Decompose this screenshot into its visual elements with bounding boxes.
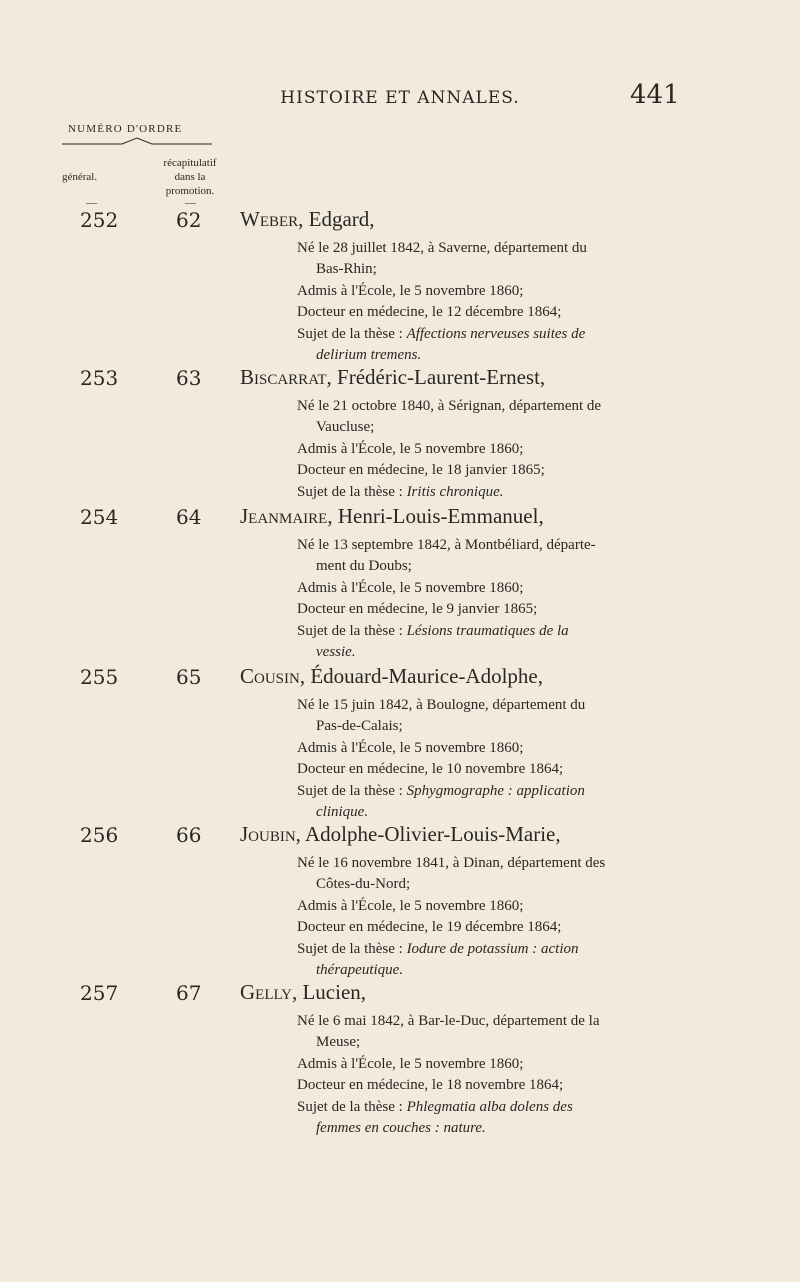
column-header-main: NUMÉRO D'ORDRE: [68, 123, 183, 135]
number-recap: 66: [176, 823, 202, 847]
surname: Weber: [240, 207, 299, 231]
number-general: 252: [80, 208, 119, 232]
birth-place-continued: Côtes-du-Nord;: [316, 876, 411, 893]
detail-line: Sujet de la thèse : Iritis chronique.: [297, 483, 504, 500]
birth-place-continued: Pas-de-Calais;: [316, 718, 403, 735]
number-recap: 64: [176, 505, 202, 529]
detail-line: Sujet de la thèse : Iodure de potassium : action: [297, 940, 579, 957]
detail-line: Né le 6 mai 1842, à Bar-le-Duc, département de la: [297, 1013, 600, 1029]
given-names: , Frédéric-Laurent-Ernest,: [326, 365, 546, 389]
recap-line: récapitulatif: [163, 157, 217, 169]
detail-line: Docteur en médecine, le 18 novembre 1864;: [297, 1077, 564, 1094]
entry-details: [298, 853, 728, 981]
entry-details: [298, 238, 728, 366]
recap-line: promotion.: [165, 185, 215, 197]
detail-line: Sujet de la thèse : Phlegmatia alba dolens des: [297, 1098, 573, 1115]
detail-line: Admis à l'École, le 5 novembre 1860;: [297, 739, 524, 756]
number-general: 254: [80, 505, 119, 529]
detail-line: Admis à l'École, le 5 novembre 1860;: [297, 897, 524, 914]
student-name: [240, 664, 543, 689]
detail-line: Né le 28 juillet 1842, à Saverne, département du: [297, 240, 587, 256]
thesis-title-rest: thérapeutique.: [316, 962, 404, 979]
recap-line: dans la: [174, 171, 206, 183]
column-header-recap: [145, 156, 235, 198]
entry-details: [298, 1011, 728, 1139]
detail-line: Né le 15 juin 1842, à Boulogne, département du: [297, 697, 586, 713]
column-header-general: général.: [62, 171, 98, 183]
entry-details: [298, 535, 728, 663]
student-name: [240, 980, 366, 1005]
surname: Cousin: [240, 664, 300, 688]
student-name: [240, 365, 545, 390]
student-name: [240, 504, 544, 529]
student-name: [240, 822, 561, 847]
surname: Joubin: [240, 822, 296, 846]
detail-line: Admis à l'École, le 5 novembre 1860;: [297, 440, 524, 457]
thesis-title: Iritis chronique.: [406, 483, 504, 500]
thesis-title-continued: [298, 960, 728, 981]
entry-details: [298, 695, 728, 823]
number-general: 256: [80, 823, 119, 847]
birth-place-continued: ment du Doubs;: [316, 558, 412, 575]
given-names: , Edgard,: [298, 207, 375, 231]
number-general: 253: [80, 366, 119, 390]
page-number: 441: [630, 80, 680, 110]
thesis-title-rest: delirium tremens.: [316, 347, 422, 364]
detail-line: Docteur en médecine, le 19 décembre 1864;: [297, 919, 562, 936]
detail-line: Sujet de la thèse : Affections nerveuses suites de: [297, 325, 586, 342]
thesis-title: Iodure de potassium : action: [406, 940, 579, 957]
thesis-title-continued: [298, 802, 728, 823]
running-title: HISTOIRE ET ANNALES.: [280, 88, 520, 108]
thesis-title-rest: clinique.: [316, 804, 369, 821]
given-names: , Édouard-Maurice-Adolphe,: [299, 664, 544, 688]
detail-line: Admis à l'École, le 5 novembre 1860;: [297, 282, 524, 299]
detail-line: Docteur en médecine, le 18 janvier 1865;: [297, 462, 545, 479]
detail-line: Né le 21 octobre 1840, à Sérignan, département de: [297, 398, 602, 414]
thesis-title-continued: [298, 1118, 728, 1139]
detail-line: Admis à l'École, le 5 novembre 1860;: [297, 1055, 524, 1072]
thesis-title-continued: [298, 642, 728, 663]
surname: Gelly: [240, 980, 292, 1004]
birth-place-continued: Vaucluse;: [316, 419, 375, 436]
thesis-title: Phlegmatia alba dolens des: [406, 1098, 573, 1115]
detail-line: Né le 13 septembre 1842, à Montbéliard, départe-: [297, 537, 596, 553]
detail-line: Né le 16 novembre 1841, à Dinan, département des: [297, 855, 606, 871]
column-brace: [62, 137, 212, 145]
thesis-title: Lésions traumatiques de la: [406, 622, 569, 639]
detail-line: Sujet de la thèse : Sphygmographe : application: [297, 782, 585, 799]
detail-line: Docteur en médecine, le 10 novembre 1864;: [297, 761, 564, 778]
number-recap: 65: [176, 665, 202, 689]
thesis-title: Sphygmographe : application: [406, 782, 585, 799]
given-names: , Lucien,: [291, 980, 367, 1004]
detail-line: Admis à l'École, le 5 novembre 1860;: [297, 579, 524, 596]
number-recap: 67: [176, 981, 202, 1005]
number-general: 257: [80, 981, 119, 1005]
detail-line: Sujet de la thèse : Lésions traumatiques de la: [297, 622, 569, 639]
birth-place-continued: Meuse;: [316, 1034, 361, 1051]
detail-line: Docteur en médecine, le 12 décembre 1864;: [297, 304, 562, 321]
number-recap: 62: [176, 208, 202, 232]
student-name: [240, 207, 375, 232]
column-dash-general: —: [86, 197, 97, 209]
entry-details: [298, 396, 728, 503]
thesis-title-rest: femmes en couches : nature.: [316, 1120, 486, 1137]
birth-place-continued: Bas-Rhin;: [316, 261, 377, 278]
given-names: , Adolphe-Olivier-Louis-Marie,: [295, 822, 561, 846]
surname: Jeanmaire: [240, 504, 328, 528]
column-dash-recap: —: [185, 197, 196, 209]
thesis-title-rest: vessie.: [316, 644, 356, 661]
number-general: 255: [80, 665, 119, 689]
thesis-title-continued: [298, 345, 728, 366]
surname: Biscarrat: [240, 365, 327, 389]
given-names: , Henri-Louis-Emmanuel,: [327, 504, 544, 528]
detail-line: Docteur en médecine, le 9 janvier 1865;: [297, 601, 538, 618]
thesis-title: Affections nerveuses suites de: [406, 325, 586, 342]
number-recap: 63: [176, 366, 202, 390]
